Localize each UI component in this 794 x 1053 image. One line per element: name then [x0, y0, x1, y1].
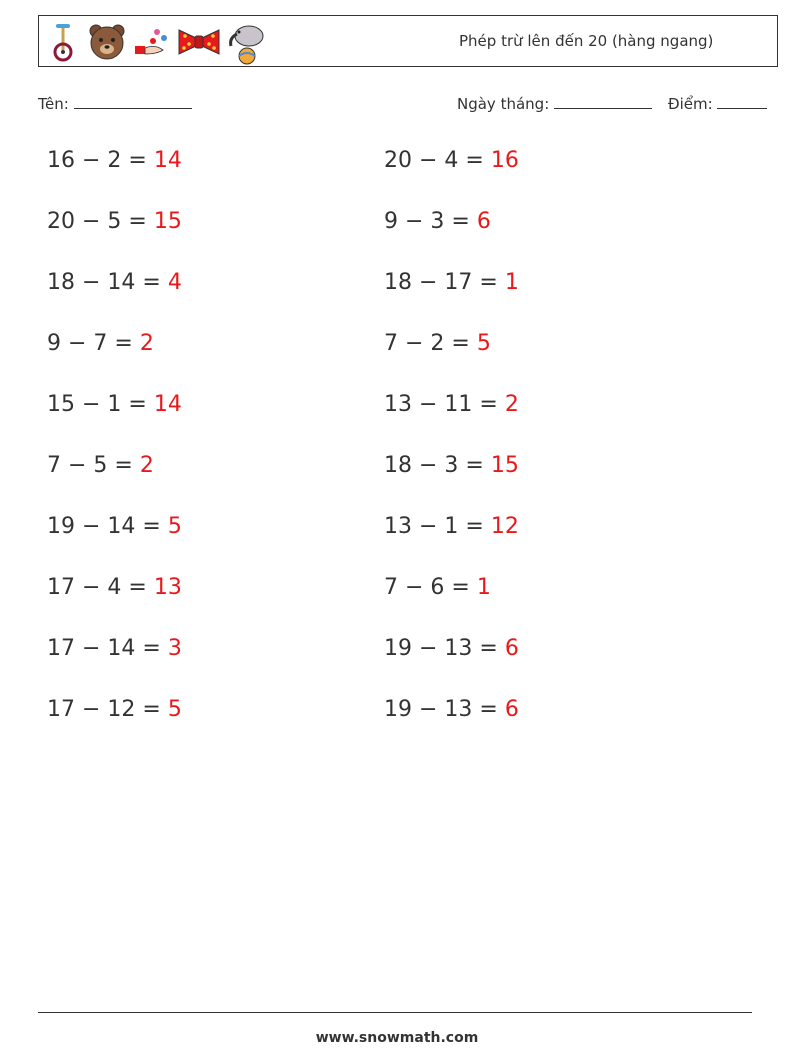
problem-answer: 1	[504, 270, 519, 295]
problem-answer: 16	[490, 148, 519, 173]
problem-answer: 3	[167, 636, 182, 661]
problem-answer: 6	[504, 697, 519, 722]
problem-answer: 6	[504, 636, 519, 661]
footer-divider	[38, 1012, 752, 1013]
problem-answer: 2	[139, 331, 154, 356]
score-label: Điểm:	[668, 95, 713, 113]
problem-question: 15 − 1 =	[47, 392, 154, 417]
problem-question: 18 − 17 =	[384, 270, 505, 295]
problem-answer: 13	[153, 575, 182, 600]
problem-question: 13 − 11 =	[384, 392, 505, 417]
problem-item	[47, 697, 182, 722]
problem-item	[47, 453, 154, 478]
worksheet-title: Phép trừ lên đến 20 (hàng ngang)	[459, 32, 714, 50]
problem-item	[384, 331, 491, 356]
problem-answer: 2	[139, 453, 154, 478]
problem-question: 19 − 13 =	[384, 636, 505, 661]
footer-url: www.snowmath.com	[315, 1030, 479, 1046]
date-label: Ngày tháng:	[457, 95, 550, 113]
problem-answer: 5	[167, 697, 182, 722]
problem-question: 17 − 14 =	[47, 636, 168, 661]
problem-answer: 6	[476, 209, 491, 234]
problem-question: 7 − 2 =	[384, 331, 477, 356]
problem-question: 19 − 13 =	[384, 697, 505, 722]
problem-question: 16 − 2 =	[47, 148, 154, 173]
problem-question: 9 − 7 =	[47, 331, 140, 356]
problem-question: 18 − 3 =	[384, 453, 491, 478]
problem-question: 17 − 12 =	[47, 697, 168, 722]
problem-answer: 15	[153, 209, 182, 234]
problem-item	[47, 514, 182, 539]
problem-answer: 14	[153, 392, 182, 417]
problem-question: 20 − 4 =	[384, 148, 491, 173]
problem-answer: 2	[504, 392, 519, 417]
problem-item	[384, 575, 491, 600]
problem-question: 7 − 6 =	[384, 575, 477, 600]
problem-item	[384, 636, 519, 661]
problem-answer: 12	[490, 514, 519, 539]
problem-item	[47, 331, 154, 356]
problem-question: 17 − 4 =	[47, 575, 154, 600]
problem-item	[47, 392, 182, 417]
problem-item	[384, 148, 519, 173]
problem-item	[384, 392, 519, 417]
problem-answer: 5	[476, 331, 491, 356]
problem-answer: 14	[153, 148, 182, 173]
problem-item	[384, 697, 519, 722]
problem-answer: 15	[490, 453, 519, 478]
problem-question: 18 − 14 =	[47, 270, 168, 295]
problem-question: 7 − 5 =	[47, 453, 140, 478]
problem-item	[47, 209, 182, 234]
problem-question: 19 − 14 =	[47, 514, 168, 539]
problem-answer: 4	[167, 270, 182, 295]
problem-answer: 1	[476, 575, 491, 600]
name-label: Tên:	[38, 95, 69, 113]
problem-item	[384, 209, 491, 234]
problem-item	[47, 575, 182, 600]
problem-item	[47, 636, 182, 661]
problem-item	[47, 148, 182, 173]
problem-item	[384, 514, 519, 539]
problem-question: 9 − 3 =	[384, 209, 477, 234]
problem-question: 20 − 5 =	[47, 209, 154, 234]
problem-question: 13 − 1 =	[384, 514, 491, 539]
problem-answer: 5	[167, 514, 182, 539]
problem-item	[384, 453, 519, 478]
problem-item	[47, 270, 182, 295]
problem-item	[384, 270, 519, 295]
